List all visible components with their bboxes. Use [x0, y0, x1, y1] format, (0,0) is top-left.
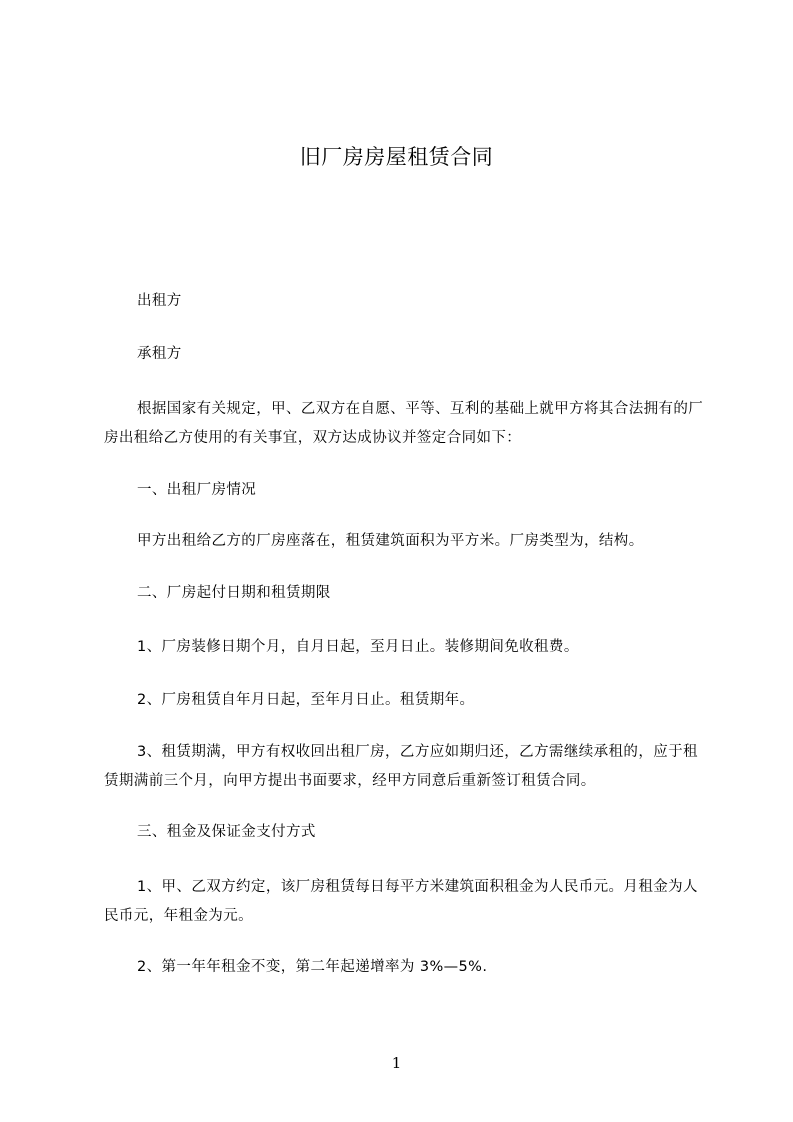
clause-paragraph: 3、租赁期满，甲方有权收回出租厂房，乙方应如期归还，乙方需继续承租的，应于租赁期满前三个月，向甲方提出书面要求，经甲方同意后重新签订租赁合同。: [104, 744, 698, 789]
clause-paragraph: 甲方出租给乙方的厂房座落在，租赁建筑面积为平方米。厂房类型为，结构。: [137, 533, 644, 549]
clause-paragraph: 1、甲、乙双方约定，该厂房租赁每日每平方米建筑面积租金为人民币元。月租金为人民币元，年租金为元。: [104, 879, 698, 924]
clause-paragraph: 1、厂房装修日期个月，自月日起，至月日止。装修期间免收租费。: [137, 639, 579, 655]
clause-paragraph: 2、厂房租赁自年月日起，至年月日止。租赁期年。: [137, 692, 475, 708]
section-heading-2: 二、厂房起付日期和租赁期限: [137, 585, 331, 601]
party-lessor: 出租方: [137, 293, 182, 309]
party-lessee: 承租方: [137, 346, 182, 362]
preamble-paragraph: 根据国家有关规定，甲、乙双方在自愿、平等、互利的基础上就甲方将其合法拥有的厂房出租给乙方使用的有关事宜，双方达成协议并签定合同如下：: [104, 401, 704, 446]
clause-paragraph: 2、第一年年租金不变，第二年起递增率为 3%—5%.: [137, 959, 488, 975]
section-heading-1: 一、出租厂房情况: [137, 482, 257, 498]
page-number: 1: [391, 1054, 402, 1072]
section-heading-3: 三、租金及保证金支付方式: [137, 824, 316, 840]
document-title: 旧厂房房屋租赁合同: [299, 145, 494, 169]
